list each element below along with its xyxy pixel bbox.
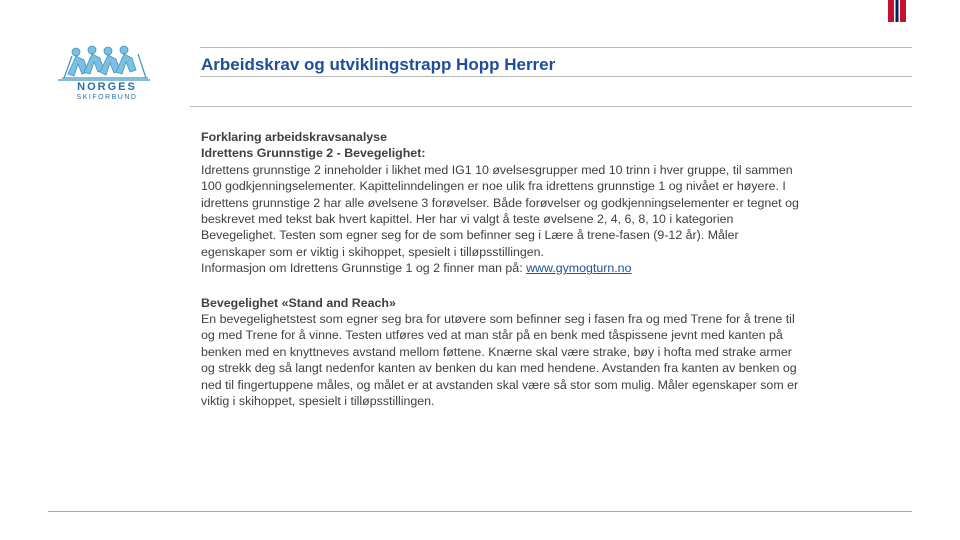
section1-heading1: Forklaring arbeidskravsanalyse [201,130,387,144]
section2-heading: Bevegelighet «Stand and Reach» [201,295,396,310]
info-prefix: Informasjon om Idrettens Grunnstige 1 og 2 finner man på: [201,261,527,276]
title-top-divider [200,47,912,48]
section-gap [201,277,806,295]
title-bottom-divider [200,76,912,77]
page-title: Arbeidskrav og utviklingstrapp Hopp Herrer [201,55,556,74]
footer-divider [48,511,912,512]
header-divider [190,106,912,107]
main-content [201,129,806,410]
section2-body: En bevegelighetstest som egner seg bra for utøvere som befinner seg i fasen fra og med Trene for å trene til og med Trene for å vinne. Testen utføres ved at man står på en benk med tåspissene jevnt med kanten på benken med en knyttneves avstand mellom føttene. Knærne skal være strake, bøy i hofta med strake armer og strekk deg så langt nedenfor kanten av benken du kan med hendene. Avstanden fra kanten av benken og ned til fingertuppene måles, og målet er at avstanden skal være så stor som mulig. Måler egenskaper som er viktig i skihoppet, spesielt i tilløpsstillingen. [201,312,799,409]
norwegian-flag-icon [888,0,906,22]
logo-line1: NORGES [77,81,137,93]
logo-line2: SKIFORBUND [76,94,138,101]
section1-heading2: Idrettens Grunnstige 2 - Bevegelighet: [201,146,426,161]
gymogturn-link[interactable]: www.gymogturn.no [526,261,632,276]
section1-info [201,260,806,276]
section1-body: Idrettens grunnstige 2 inneholder i likhet med IG1 10 øvelsesgrupper med 10 trinn i hver gruppe, til sammen 100 godkjenningselementer. Kapittelinndelingen er noe ulik fra idrettens grunnstige 1 og nivået er høyere. I idrettens grunnstige 2 har alle øvelsene 3 forøvelser. Både forøvelser og godkjenningselementer er tegnet og beskrevet med tekst bak hvert kapittel. Her har vi valgt å teste øvelsene 2, 4, 6, 8, 10 i kategorien Bevegelighet. Testen som egner seg for de som befinner seg i Lære å trene-fasen (9-12 år). Måler egenskaper som er viktig i skihoppet, spesielt i tilløpsstillingen. [201,162,799,259]
